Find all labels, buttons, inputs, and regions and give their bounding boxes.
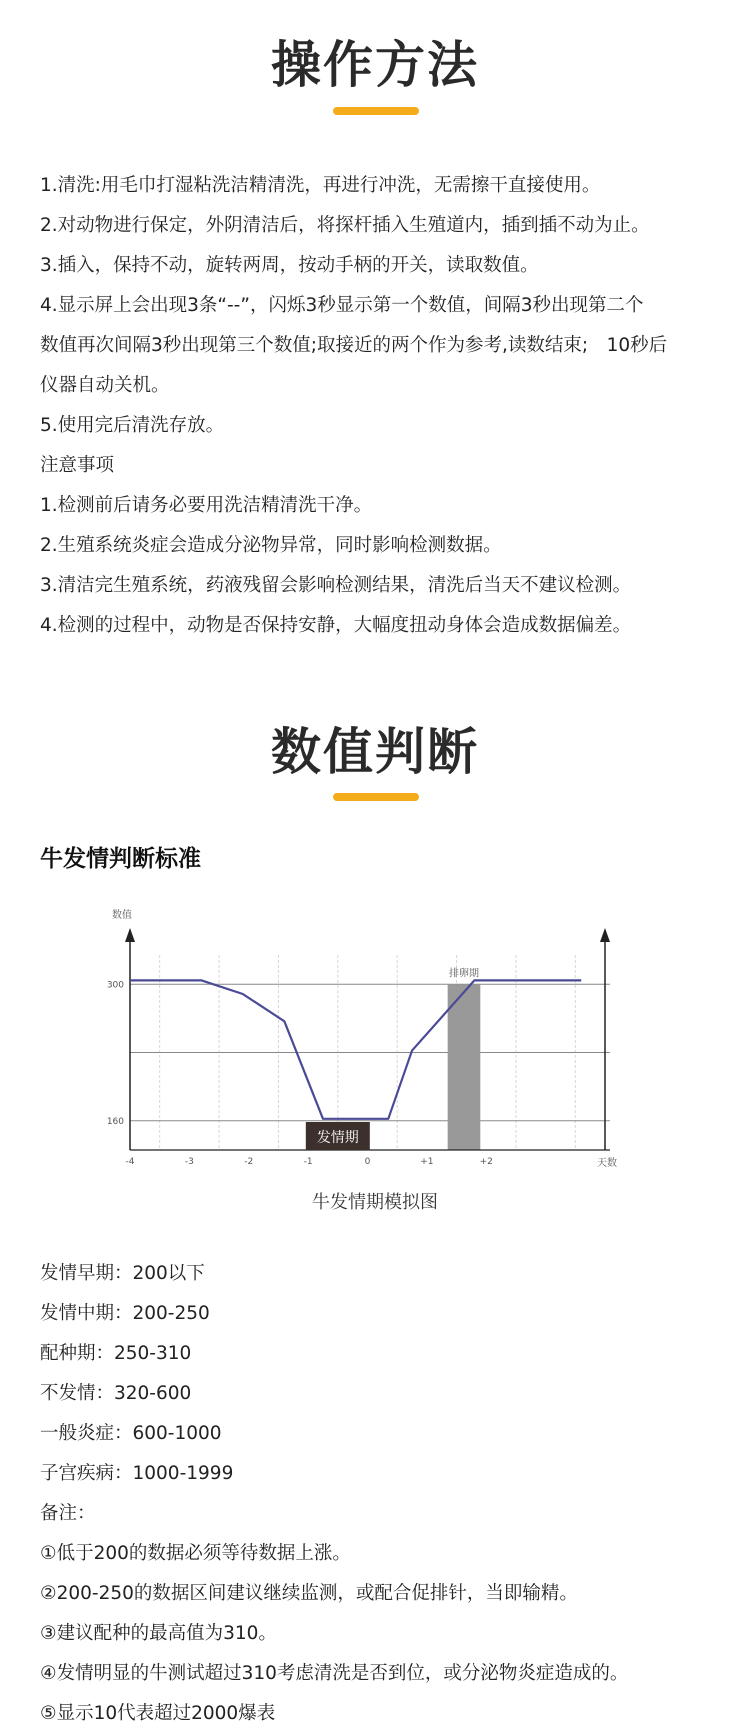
x-tick-label: +2 [479,1157,493,1167]
operation-instructions [40,166,720,646]
series-line [130,980,581,1118]
instruction-line: 4.显示屏上会出现3条“--”，闪烁3秒显示第一个数值，间隔3秒出现第二个 [40,295,644,316]
y-tick-label: 160 [106,1116,124,1127]
standard-line: 子宫疾病：1000-1999 [40,1463,234,1484]
ovulation-label: 排卵期 [448,968,479,980]
y-axis-arrow-left [125,928,135,942]
remark-line: ①低于200的数据必须等待数据上涨。 [40,1543,351,1564]
standard-line: 不发情：320-600 [40,1383,192,1404]
x-tick-label: -1 [303,1157,313,1167]
subheading: 牛发情判断标准 [40,846,201,872]
instruction-line: 仪器自动关机。 [40,375,170,396]
standard-line: 配种期：250-310 [40,1343,192,1364]
note-line: 3.清洁完生殖系统，药液残留会影响检测结果，清洗后当天不建议检测。 [40,575,632,596]
title-underline [333,107,419,115]
x-tick-label: +1 [420,1157,434,1167]
note-line: 4.检测的过程中，动物是否保持安静，大幅度扭动身体会造成数据偏差。 [40,615,632,636]
instruction-line: 数值再次间隔3秒出现第三个数值;取接近的两个作为参考,读数结束; 10秒后 [40,335,668,356]
remark-line: ③建议配种的最高值为310。 [40,1623,277,1644]
chart-caption: 牛发情期模拟图 [312,1192,438,1213]
instruction-line: 1.清洗:用毛巾打湿粘洗洁精清洗，再进行冲洗，无需擦干直接使用。 [40,175,601,196]
standard-line: 发情中期：200-250 [40,1303,210,1324]
y-axis-label: 数值 [112,910,132,921]
note-line: 2.生殖系统炎症会造成分泌物异常，同时影响检测数据。 [40,535,502,556]
estrus-annotation-label: 发情期 [316,1130,359,1146]
x-tick-label: -2 [244,1157,254,1167]
remark-line: ⑤显示10代表超过2000爆表 [40,1703,276,1724]
remark-line: ④发情明显的牛测试超过310考虑清洗是否到位，或分泌物炎症造成的。 [40,1663,629,1684]
remarks-heading: 备注： [40,1503,96,1524]
instruction-line: 5.使用完后清洗存放。 [40,415,225,436]
x-tick-label: -4 [125,1157,135,1167]
remark-line: ②200-250的数据区间建议继续监测，或配合促排针，当即输精。 [40,1583,578,1604]
x-tick-label: -3 [184,1157,194,1167]
note-line: 1.检测前后请务必要用洗洁精清洗干净。 [40,495,373,516]
ovulation-region [448,984,481,1150]
x-tick-label: 0 [364,1157,371,1167]
standard-line: 一般炎症：600-1000 [40,1423,222,1444]
instruction-line: 2.对动物进行保定，外阴清洁后，将探杆插入生殖道内，插到插不动为止。 [40,215,650,236]
y-tick-label: 300 [106,980,124,991]
section-title-operation: 操作方法 [271,36,479,94]
title-underline [333,793,419,801]
x-axis-label: 天数 [597,1158,617,1169]
section-title-values: 数值判断 [271,723,479,781]
instruction-line: 3.插入，保持不动，旋转两周，按动手柄的开关，读取数值。 [40,255,539,276]
standard-line: 发情早期：200以下 [40,1263,205,1284]
estrus-chart [100,900,650,1180]
notes-heading: 注意事项 [40,455,115,476]
y-axis-arrow-right [600,928,610,942]
value-standards [40,1254,720,1734]
